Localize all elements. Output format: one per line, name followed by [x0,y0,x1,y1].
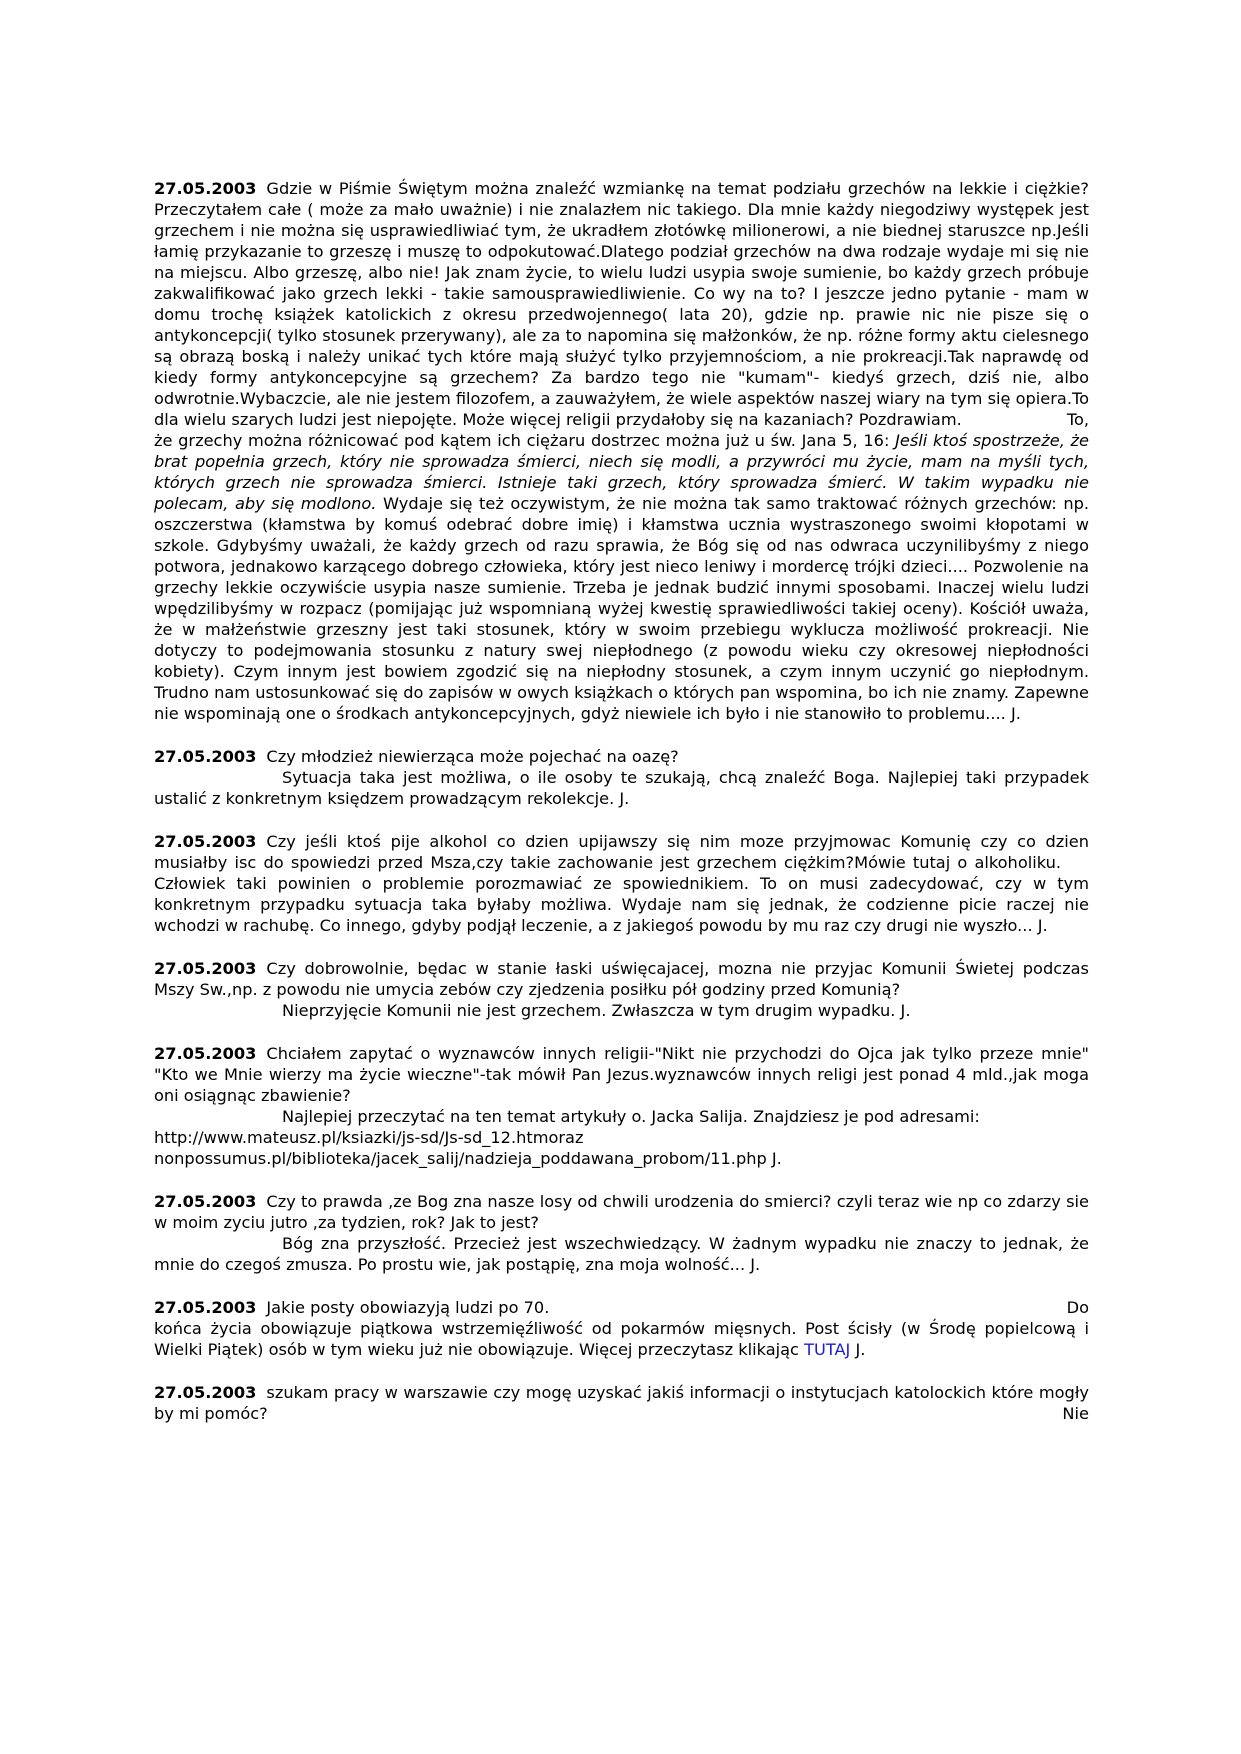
answer-start: Nie [1062,1404,1089,1423]
answer-text: Nieprzyjęcie Komunii nie jest grzechem. Zwłaszcza w tym drugim wypadku. J. [282,1001,911,1020]
entry-date: 27.05.2003 [154,1298,257,1317]
answer-text: Człowiek taki powinien o problemie porozmawiać ze spowiednikiem. To on musi zadecydować, czy w tym konkretnym przypadku sytuacja taka byłaby możliwa. Wydaje nam się jednak, że codzienne picie raczej nie wchodzi w rachubę. Co innego, gdyby podjął leczenie, a z jakiegoś powodu by mu raz czy drugi nie wyszło... J. [154,874,1089,935]
qa-entry [154,1043,1089,1169]
answer-text: Sytuacja taka jest możliwa, o ile osoby te szukają, chcą znaleźć Boga. Najlepiej taki przypadek ustalić z konkretnym księdzem prowadzącym rekolekcje. J. [154,768,1089,808]
question-text: szukam pracy w warszawie czy mogę uzyskać jakiś informacji o instytucjach katolockich które mogły by mi pomóc? [154,1383,1089,1423]
answer-part: że grzechy można różnicować pod kątem ich ciężaru dostrzec można już u św. Jana 5, 16: [154,431,896,450]
answer-part: J. [850,1340,866,1359]
qa-entry [154,831,1089,936]
answer-text: Najlepiej przeczytać na ten temat artykuły o. Jacka Salija. Znajdziesz je pod adresami: [282,1107,980,1126]
answer-text [154,1318,1089,1360]
question-text: Czy to prawda ,ze Bog zna nasze losy od chwili urodzenia do smierci? czyli teraz wie np co zdarzy sie w moim zyciu jutro ,za tydzien, rok? Jak to jest? [154,1192,1089,1232]
answer-text: Bóg zna przyszłość. Przecież jest wszechwiedzący. W żadnym wypadku nie znaczy to jednak, że mnie do czegoś zmusza. Po prostu wie, jak postąpię, zna moja wolność... J. [154,1234,1089,1274]
entry-date: 27.05.2003 [154,179,257,198]
answer-url: nonpossumus.pl/biblioteka/jacek_salij/nadzieja_poddawana_probom/11.php J. [154,1149,782,1168]
question-text: Gdzie w Piśmie Świętym można znaleźć wzmiankę na temat podziału grzechów na lekkie i ciężkie? Przeczytałem całe ( może za mało uważnie) i nie znalazłem nic takiego. Dla mnie każdy niegodziwy występek jest grzechem i nie można się usprawiedliwiać tym, że ukradłem złotówkę milionerowi, a nie biednej staruszce np.Jeśli łamię przykazanie to grzeszę i muszę to odpokutować.Dlatego podział grzechów na dwa rodzaje wydaje mi się nie na miejscu. Albo grzeszę, albo nie! Jak znam życie, to wielu ludzi usypia swoje sumienie, bo każdy grzech próbuje zakwalifikować jako grzech lekki - takie samousprawiedliwienie. Co wy na to? I jeszcze jedno pytanie - mam w domu trochę książek katolickich z okresu przedwojennego( lata 20), gdzie np. prawie nic nie pisze się o antykoncepcji( tylko stosunek przerywany), ale za to napomina się małżonków, że np. różne formy aktu cielesnego są obrazą boską i należy unikać tych które mają służyć tylko przyjemnościom, a nie prokreacji.Tak naprawdę od kiedy formy antykoncepcyjne są grzechem? Za bardzo tego nie "kumam"- kiedyś grzech, dziś nie, albo odwrotnie.Wybaczcie, ale nie jestem filozofem, a zauważyłem, że wiele aspektów naszej wiary na tym się opiera.To dla wielu szarych ludzi jest niepojęte. Może więcej religii przydałoby się na kazaniach? Pozdrawiam. [154,179,1090,429]
answer-text [154,430,1089,724]
qa-entry [154,958,1089,1021]
question-text: Czy młodzież niewierząca może pojechać na oazę? [266,747,679,766]
tutaj-link[interactable]: TUTAJ [804,1340,851,1359]
entry-date: 27.05.2003 [154,1192,257,1211]
question-text: Jakie posty obowiazyją ludzi po 70. [266,1298,550,1317]
answer-part: Wydaje się też oczywistym, że nie można tak samo traktować różnych grzechów: np. oszczerstwa (kłamstwa by komuś odebrać dobre imię) i kłamstwa ucznia wystraszonego swoimi kłopotami w szkole. Gdybyśmy uważali, że każdy grzech od razu sprawia, że Bóg się od nas odwraca uczynilibyśmy z niego potwora, jednakowo karzącego dobrego człowieka, który jest nieco leniwy i mordercę trójki dzieci.... Pozwolenie na grzechy lekkie oczywiście usypia nasze sumienie. Trzeba je jednak budzić innymi sposobami. Inaczej wielu ludzi wpędzilibyśmy w rozpacz (pomijając już wspomnianą wyżej kwestię sprawiedliwości takiej oceny). Kościół uważa, że w małżeństwie grzeszny jest taki stosunek, który w swoim przebiegu wyklucza możliwość prokreacji. Nie dotyczy to podejmowania stosunku z natury swej niepłodnego (z powodu wieku czy okresowej niepłodności kobiety). Czym innym jest bowiem zgodzić się na niepłodny stosunek, a czym innym uczynić go niepłodnym. Trudno nam ustosunkować się do zapisów w owych książkach o których pan wspomina, bo ich nie znamy. Zapewne nie wspominają one o środkach antykoncepcyjnych, gdyż niewiele ich było i nie stanowiło to problemu.... J. [154,494,1089,723]
qa-entry [154,178,1089,724]
entry-date: 27.05.2003 [154,1044,257,1063]
answer-start: To, [1066,410,1089,429]
entry-date: 27.05.2003 [154,959,257,978]
answer-part: końca życia obowiązuje piątkowa wstrzemięźliwość od pokarmów mięsnych. Post ścisły (w Środę popielcową i Wielki Piątek) osób w tym wieku już nie obowiązuje. Więcej przeczytasz klikając [154,1319,1089,1359]
answer-start: Do [1066,1298,1089,1317]
document-page [154,178,1089,1446]
entry-date: 27.05.2003 [154,747,257,766]
qa-entry [154,1382,1089,1424]
scripture-quote: Jeśli ktoś spostrzeże, że brat popełnia grzech, który nie sprowadza śmierci, niech się modli, a przywróci mu życie, mam na myśli tych, których grzech nie sprowadza śmierci. Istnieje taki grzech, który sprowadza śmierć. W takim wypadku nie polecam, aby się modlono. [154,431,1090,513]
question-text: Chciałem zapytać o wyznawców innych religii-"Nikt nie przychodzi do Ojca jak tylko przeze mnie" "Kto we Mnie wierzy ma życie wieczne"-tak mówił Pan Jezus.wyznawców innych religi jest ponad 4 mld.,jak moga oni osiągnąc zbawienie? [154,1044,1089,1105]
qa-entry [154,1191,1089,1275]
qa-entry [154,1297,1089,1360]
answer-url: http://www.mateusz.pl/ksiazki/js-sd/Js-sd_12.htmoraz [154,1128,584,1147]
question-text: Czy dobrowolnie, będac w stanie łaski uświęcajacej, mozna nie przyjac Komunii Świetej podczas Mszy Sw.,np. z powodu nie umycia zebów czy zjedzenia posiłku pół godziny przed Komunią? [154,959,1089,999]
qa-entry [154,746,1089,809]
entry-date: 27.05.2003 [154,1383,257,1402]
entry-date: 27.05.2003 [154,832,257,851]
question-text: Czy jeśli ktoś pije alkohol co dzien upijawszy się nim moze przyjmowac Komunię czy co dzien musiałby isc do spowiedzi przed Msza,czy takie zachowanie jest grzechem ciężkim?Mówie tutaj o alkoholiku. [154,832,1089,872]
